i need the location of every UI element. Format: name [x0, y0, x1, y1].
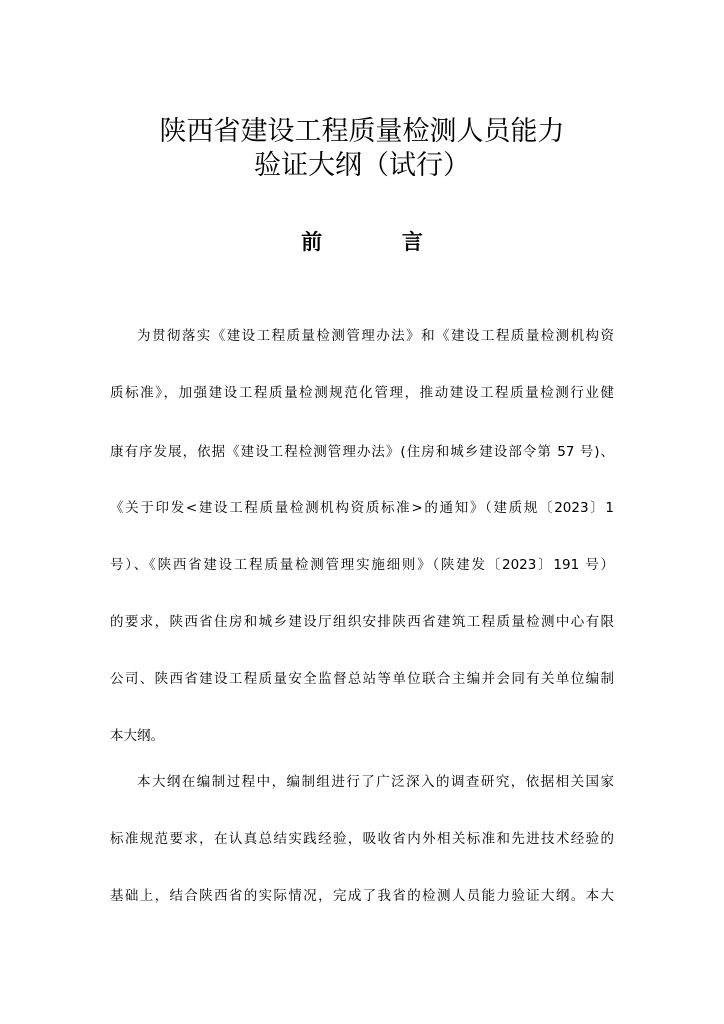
paragraph-1-line-6: 的要求，陕西省住房和城乡建设厅组织安排陕西省建筑工程质量检测中心有限 [110, 614, 614, 630]
paragraph-1-line-1: 为贯彻落实《建设工程质量检测管理办法》和《建设工程质量检测机构资 [137, 328, 614, 344]
title-line-1: 陕西省建设工程质量检测人员能力 [159, 116, 565, 147]
paragraph-1-line-5: 号）、《陕西省建设工程质量检测管理实施细则》（陕建发〔2023〕191 号） [110, 557, 614, 573]
paragraph-2-line-3: 基础上，结合陕西省的实际情况，完成了我省的检测人员能力验证大纲。本大 [110, 888, 614, 904]
title-line-2: 验证大纲（试行） [254, 150, 470, 181]
paragraph-2-line-1: 本大纲在编制过程中，编制组进行了广泛深入的调查研究，依据相关国家 [137, 774, 614, 790]
paragraph-1-line-2: 质标准》，加强建设工程质量检测规范化管理，推动建设工程质量检测行业健 [110, 385, 614, 401]
document-title [0, 115, 724, 183]
paragraph-1-line-3: 康有序发展，依据《建设工程检测管理办法》(住房和城乡建设部令第 57 号)、 [110, 444, 614, 460]
section-heading-preface: 前 言 [301, 230, 453, 254]
paragraph-1-line-7: 公司、陕西省建设工程质量安全监督总站等单位联合主编并会同有关单位编制 [110, 671, 614, 687]
paragraph-2-line-2: 标准规范要求，在认真总结实践经验，吸收省内外相关标准和先进技术经验的 [110, 831, 614, 847]
paragraph-1-line-4: 《关于印发<建设工程质量检测机构资质标准>的通知》（建质规〔2023〕1 [110, 500, 614, 516]
paragraph-1-line-8: 本大纲。 [110, 728, 164, 744]
